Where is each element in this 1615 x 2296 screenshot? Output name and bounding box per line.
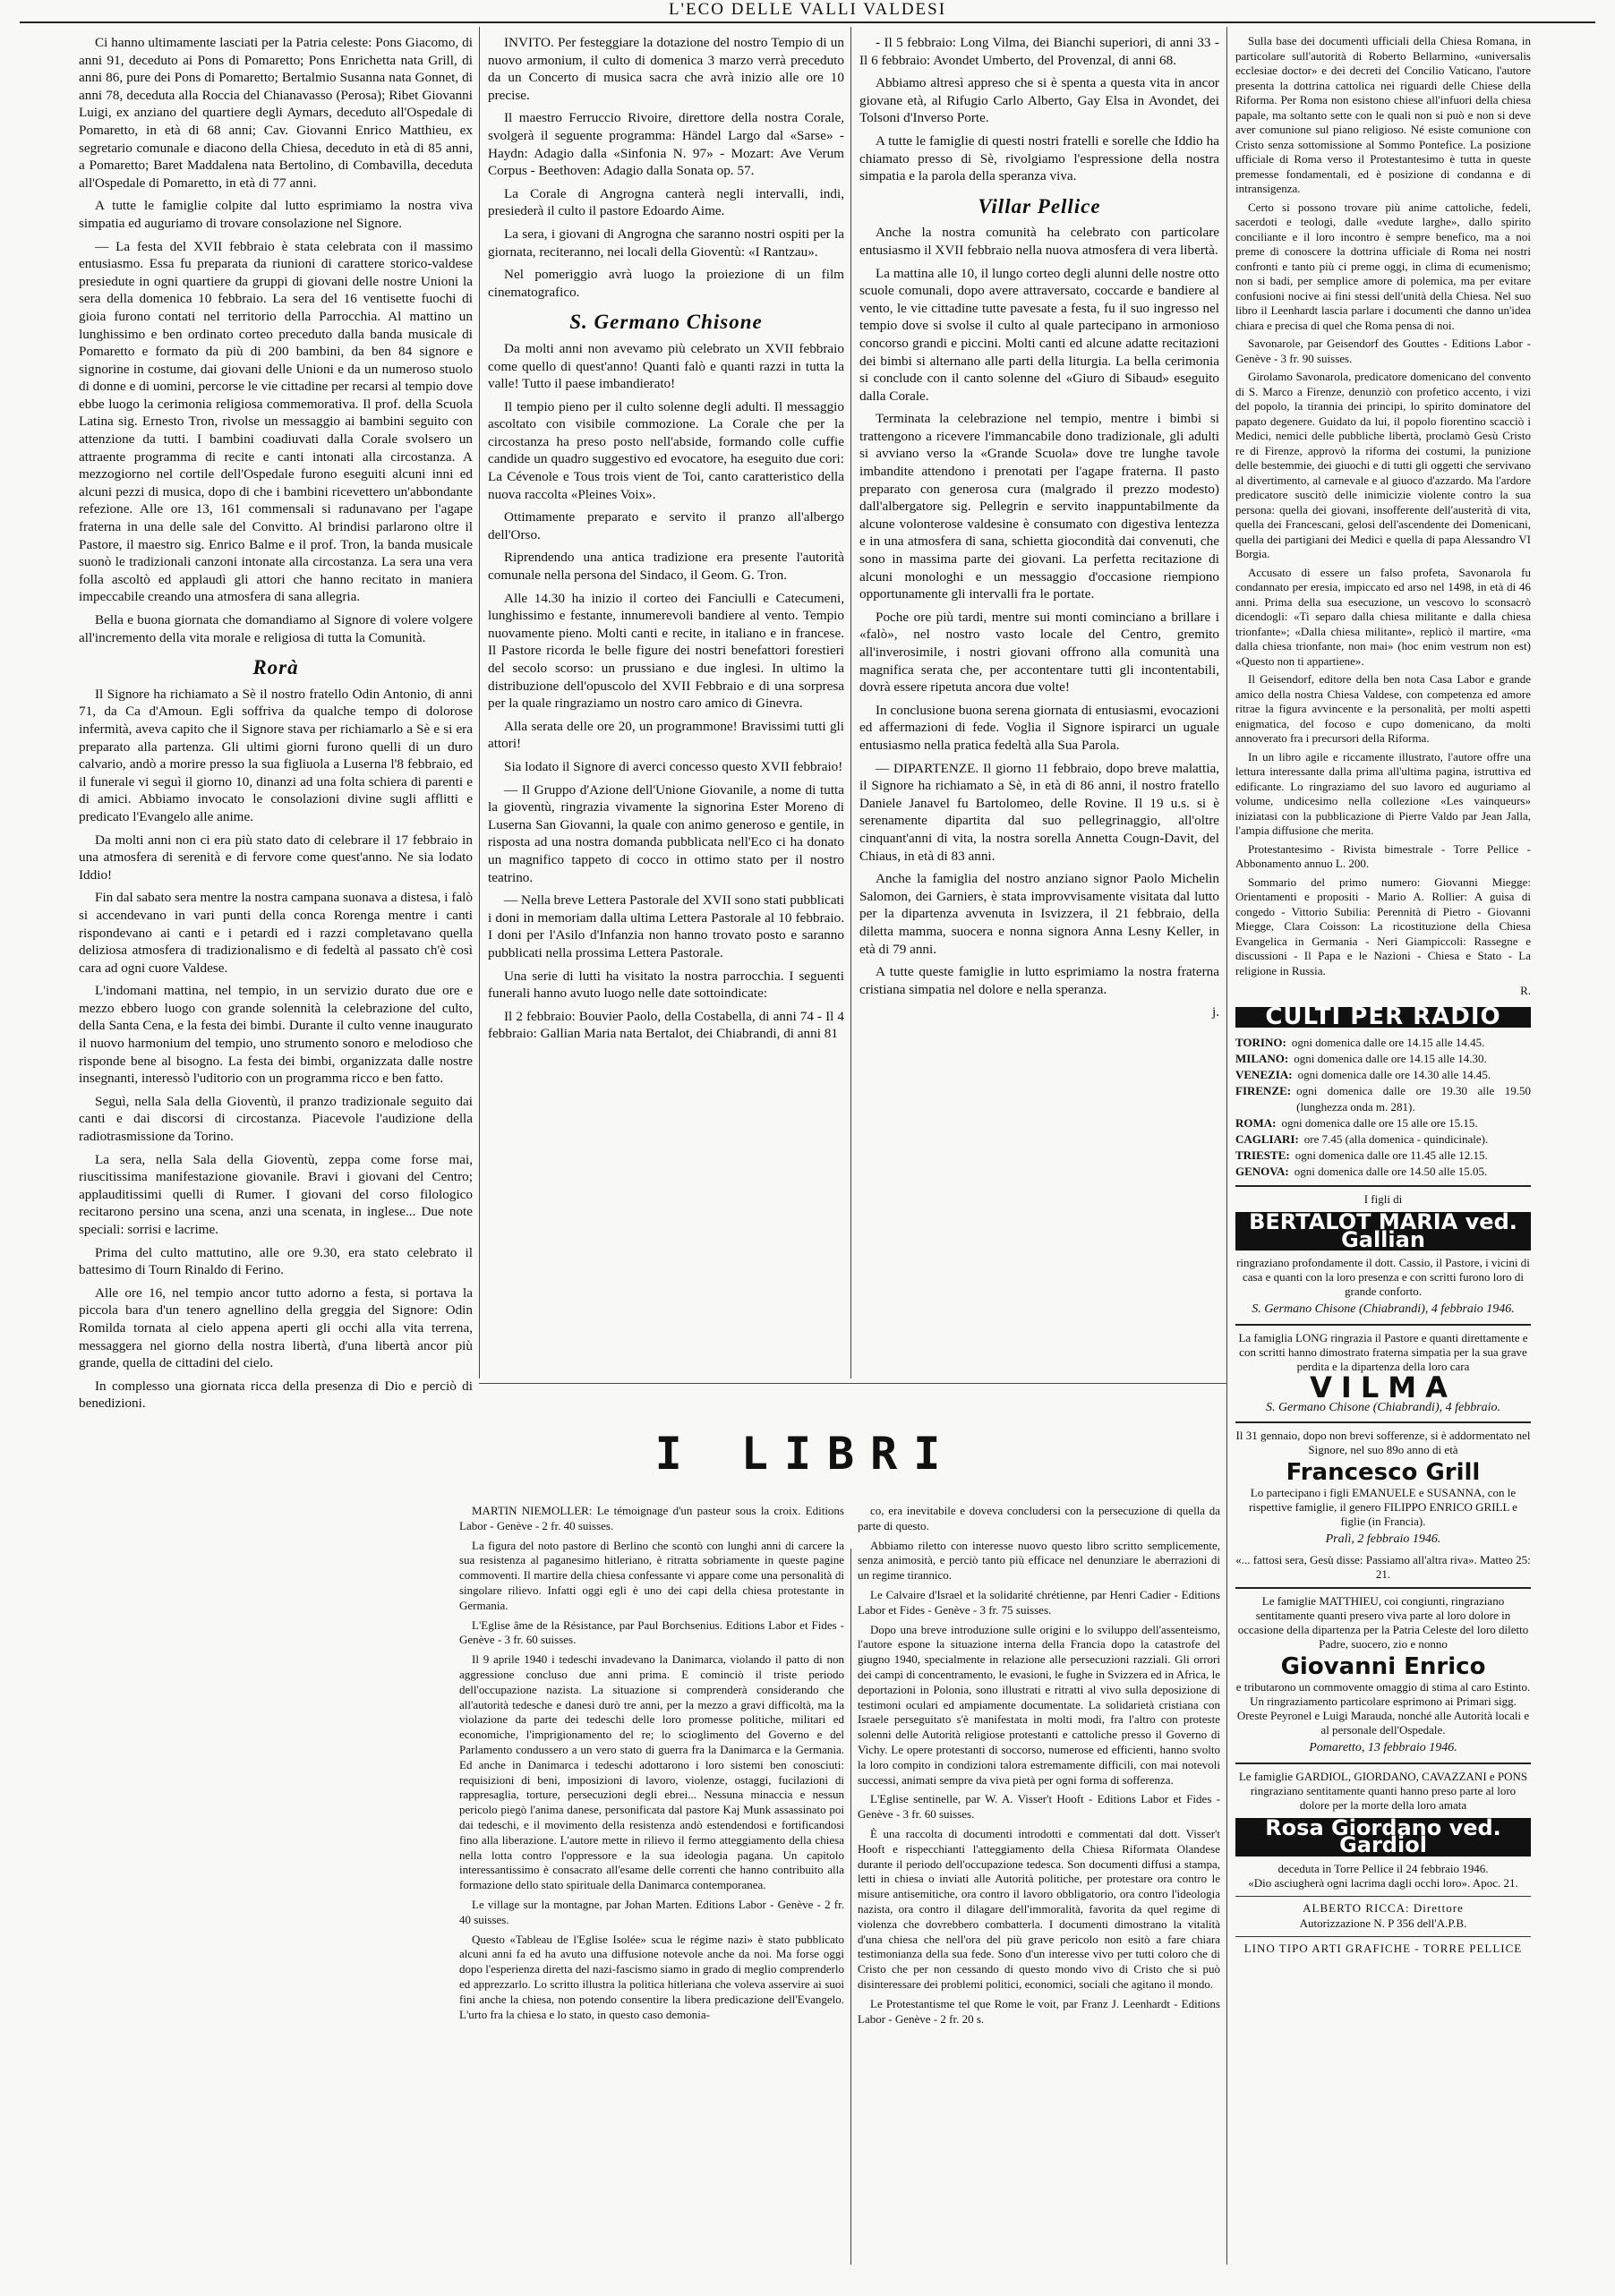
review-paragraph: Protestantesimo - Rivista bimestrale - Torre Pellice - Abbonamento annuo L. 200. — [1235, 841, 1531, 870]
notice-text: Le famiglie GARDIOL, GIORDANO, CAVAZZANI e PONS ringraziano sentitamente quanti hanno preso parte al loro dolore per la morte della loro amata — [1238, 1769, 1528, 1812]
libri-divider — [850, 1549, 851, 2265]
book-review-paragraph: Il 9 aprile 1940 i tedeschi invadevano la Danimarca, violando il patto di non aggressione concluso due anni prima. E cominciò il triste periodo dell'occupazione nazista. La situazione si comprenderà considerando che all'autorità tedesche e danesi durò tre anni, per la mezzo a gravi difficoltà, ma la violazione da parte dei tedeschi delle loro promesse politiche, militari ed economiche, l'imprigionamento del re; lo scioglimento del Governo e del Parlamento condussero a un vero stato di guerra fra la Danimarca e la Germania. Ed anche in Danimarca i tedeschi adottarono i loro sistemi ben conosciuti: requisizioni di beni, imposizioni di lavoro, violenze, ostaggi, fucilazioni di rappresaglia, torture, persecuzioni degli ebrei... Nessuna minaccia e nessun pericolo piegò l'anima danese, personificata dal pastore Kaj Munk assassinato poi dai tedeschi, e il movimento della resistenza andò estendendosi e fortificandosi fino alla liberazione. L'autore mette in rilievo il fermo atteggiamento della chiesa nella lotta contro l'oppressore e la sua ideologia pagana. Un capitolo interessantissimo è consacrato all'esame delle correnti che hanno contribuito alla formazione dello stato spirituale della Danimarca contemporanea. — [459, 1652, 844, 1892]
radio-time: ogni domenica dalle ore 14.15 alle 14.45. — [1291, 1036, 1485, 1050]
article-paragraph: Fin dal sabato sera mentre la nostra campana suonava a distesa, i falò si accendevano in vari punti della conca Rorenga mentre i canti rispondevano ai canti e i petardi ed i razzi completavano quella deliziosa atmosfera di tradizionalismo e di fedeltà al passato ch'è così cara ad ogni cuore Valdese. — [79, 890, 473, 976]
article-paragraph: — La festa del XVII febbraio è stata celebrata con il massimo entusiasmo. Essa fu preparata da riunioni di carattere storico-valdese presiedute in ogni quartiere da gruppi di giovani delle nostre Unioni la sera della domenica 10 febbraio. La sera del 16 ventisette fuochi di gioia furono contati nel territorio della Parrocchia. Al mattino un lunghissimo e ben ordinato corteo preceduto dalla banda musicale di Pomaretto e formato da più di 200 bambini, da ben 84 signore e signorine in costume, dai giovani delle Unioni e da un numeroso stuolo di donne e di uomini, percorse le vie cittadine per recarsi al tempio dove ebbe luogo la cerimonia religiosa commemorativa. Il prof. della Scuola Latina sig. Ernesto Tron, rivolse un messaggio ai bambini seguito con attenzione da tutti. I bambini coadiuvati dalla Corale svolsero un attraente programma di recite e canti intonati alla circostanza. A mezzogiorno nel cortile dell'Ospedale furono eseguiti alcuni inni ed alcuni pezzi di musica, dopo di che i bambini ricevettero un'abbondante refezione. Alle ore 13, 161 commensali si radunavano per l'agape fraterna in una delle sale del Convitto. Al brindisi parlarono oltre il Pastore, il maestro sig. Enrico Balme e il prof. Tron, la banda musicale suonò le tradizionali canzoni intonate alla circostanza. La sera una vera folla ascoltò ed applaudì gli attori che hanno recitato in maniera impeccabile creando una atmosfera di sana allegria. — [79, 238, 473, 605]
book-review-paragraph: Le Calvaire d'Israel et la solidarité chrétienne, par Henri Cadier - Editions Labor et Fides - Genève - 3 fr. 75 suisses. — [858, 1587, 1220, 1617]
signature: j. — [1211, 1004, 1219, 1020]
review-paragraph: Il Geisendorf, editore della ben nota Casa Labor e grande amico della nostra Chiesa Valdese, con competenza ed amore ritrae la figura avvincente e la personalità, per molti aspetti enigmatica, del focoso e cupo domenicano, da molti annoverato fra i precursori della Riforma. — [1235, 672, 1531, 745]
radio-city: MILANO: — [1235, 1052, 1289, 1066]
authorization-line: Autorizzazione N. P 356 dell'A.P.B. — [1299, 1916, 1467, 1931]
review-paragraph: Sulla base dei documenti ufficiali della Chiesa Romana, in particolare sull'autorità di Roberto Bellarmino, «universalis ecclesiae doctor» e dei decreti del Concilio Vaticano, l'autore presenta la dottrina cattolica nei riguardi delle Chiese della Riforma. Per Roma non esistono chiese all'infuori della chiesa papale, ma soltanto sette con le quali non si può e non si deve aver comunione sul piano religioso. Né esiste comunione con Cristo senza sottomissione al Sommo Pontefice. La posizione ufficiale di Roma verso il Protestantesimo è tutta in queste premesse fondamentali, ed è posizione di condanna e di intransigenza. — [1235, 34, 1531, 195]
article-paragraph: L'indomani mattina, nel tempio, in un servizio durato due ore e mezzo ebbero luogo con grande solennità la celebrazione del culto, della Santa Cena, e la festa dei bimbi. Durante il culto venne inaugurato il nuovo harmonium del tempio, uno strumento sonoro e melodioso che risponde bene al bisogno. La festa dei bimbi, organizzata dalle nostre insegnanti, interessò l'uditorio con un programma ricco e ben fatto. — [79, 983, 473, 1087]
article-paragraph: Una serie di lutti ha visitato la nostra parrocchia. I seguenti funerali hanno avuto luogo nelle date sottoindicate: — [488, 968, 844, 1002]
notice-name-giordano: Rosa Giordano ved. Gardiol — [1235, 1818, 1531, 1856]
column-divider — [1226, 27, 1227, 2265]
top-rule — [20, 21, 1595, 23]
book-review-paragraph: MARTIN NIEMOLLER: Le témoignage d'un pasteur sous la croix. Editions Labor - Genève - 2 fr. 40 suisses. — [459, 1504, 844, 1532]
notice-name-grill: Francesco Grill — [1286, 1459, 1481, 1487]
libri-column-a — [459, 1504, 844, 2265]
article-paragraph: Riprendendo una antica tradizione era presente l'autorità comunale nella persona del Sindaco, il Geom. G. Tron. — [488, 550, 844, 584]
article-paragraph: In complesso una giornata ricca della presenza di Dio e perciò di benedizioni. — [79, 1378, 473, 1412]
notice-text: La famiglia LONG ringrazia il Pastore e quanti direttamente e con scritti hanno dimostrato fraterna simpatia per la sua grave perdita e la dipartenza della loro cara — [1238, 1330, 1528, 1373]
radio-city: GENOVA: — [1235, 1165, 1289, 1179]
article-paragraph: Alle ore 16, nel tempio ancor tutto adorno a festa, si portava la piccola bara d'un tenero agnellino della greggia del Signore: Odin Romilda tornata al cielo appena aperti gli occhi alla vita terrena, messaggera nel giorno della nostra libertà, d'una libertà ancor più grande, quella de cittadini del cielo. — [79, 1285, 473, 1371]
notice-text: Lo partecipano i figli EMANUELE e SUSANNA, con le rispettive famiglie, il genero FILIPPO ENRICO GRILL e figlie (in Francia). — [1249, 1485, 1517, 1528]
review-paragraph: Sommario del primo numero: Giovanni Miegge: Orientamenti e propositi - Mario A. Rollier: A guisa di congedo - Vittorio Subilia: Perennità di Pietro - Giovanni Miegge, Clara Coisson: La ricostituzione della Chiesa Evangelica in Germania - Neri Giampiccoli: Rassegne e discussioni - Il Papa e le Nazioni - Chiesa e Stato - La religione in Russia. — [1235, 875, 1531, 977]
article-paragraph: La sera, nella Sala della Gioventù, zeppa come forse mai, riuscitissima manifestazione giovanile. Bravi i giovani del Centro; applauditissimi quelli di Rumer. I giovani del corso filologico recitarono persino una scena, anzi una scenata, in inglese... Due note speciali: sorrisi e lacrime. — [79, 1151, 473, 1237]
article-paragraph: Il tempio pieno per il culto solenne degli adulti. Il messaggio ascoltato con visibile commozione. La Corale che per la circostanza ha preso posto nell'abside, formando colle cuffie candide un quadro suggestivo ed evocatore, ha eseguito due cori: La Cévenole e Tous trois vient de Toi, canto caratteristico della nuova raccolta «Pleines Voix». — [488, 398, 844, 502]
radio-city: ROMA: — [1235, 1116, 1277, 1131]
director-line: ALBERTO RICCA: Direttore — [1235, 1896, 1531, 1917]
column-4 — [1235, 34, 1531, 2263]
masthead: L'ECO DELLE VALLI VALDESI — [668, 0, 947, 19]
book-review-paragraph: L'Eglise âme de la Résistance, par Paul Borchsenius. Editions Labor et Fides - Genève - 3 fr. 60 suisses. — [459, 1617, 844, 1647]
article-paragraph: La sera, i giovani di Angrogna che saranno nostri ospiti per la giornata, reciteranno, nei locali della Gioventù: «I Rantzau». — [488, 226, 844, 260]
notice-verse: «... fattosi sera, Gesù disse: Passiamo all'altra riva». Matteo 25: 21. — [1235, 1553, 1531, 1582]
review-paragraph: Accusato di essere un falso profeta, Savonarola fu condannato per eresia, impiccato ed arso nel 1498, in età di 46 anni. Prima della sua esecuzione, un vescovo lo sconsacrò dicendogli: «Ti separo dalla chiesa militante e dalla chiesa trionfante»; «Dalla chiesa militante», replicò il martire, «ma dalla chiesa trionfante, non mai» (hoc enim vestrum non est) «Questo non ti appartiene». — [1235, 565, 1531, 668]
article-paragraph: In conclusione buona serena giornata di entusiasmi, evocazioni ed affermazioni di fede. Voglia il Signore ispirarci un uguale entusiasmo nella pratica fedeltà alla Sua Parola. — [859, 702, 1219, 753]
notice-place: S. Germano Chisone (Chiabrandi), 4 febbraio. — [1265, 1400, 1501, 1414]
review-paragraph: Savonarole, par Geisendorf des Gouttes - Editions Labor - Genève - 3 fr. 90 suisses. — [1235, 337, 1531, 365]
book-review-paragraph: co, era inevitabile e doveva concludersi con la persecuzione di quella da parte di questo. — [858, 1504, 1220, 1532]
notice-verse: «Dio asciugherà ogni lacrima dagli occhi loro». Apoc. 21. — [1248, 1875, 1518, 1890]
article-paragraph: Sia lodato il Signore di averci concesso questo XVII febbraio! — [504, 758, 843, 774]
radio-time: ore 7.45 (alla domenica - quindicinale). — [1303, 1132, 1489, 1147]
radio-city: VENEZIA: — [1235, 1068, 1293, 1082]
section-heading-rora: Rorà — [252, 656, 299, 679]
radio-schedule-row — [1235, 1035, 1531, 1051]
notice-divider — [1235, 1421, 1531, 1423]
article-paragraph: — Il Gruppo d'Azione dell'Unione Giovanile, a nome di tutta la gioventù, ringrazia vivamente la signorina Ester Moreno di Lusernа San Giovanni, la quale con animo generoso e gentile, in risposta ad una nostra domanda pubblicata nell'Eco ci ha donato un magnifico tappeto di cocco in ottimo stato per il nostro teatrino. — [488, 781, 844, 885]
article-paragraph: A tutte le famiglie colpite dal lutto esprimiamo la nostra viva simpatia ed auguriamo di trovare consolazione nel Signore. — [79, 198, 473, 231]
notice-divider — [1235, 1587, 1531, 1589]
radio-schedule-row — [1235, 1051, 1531, 1067]
column-2 — [488, 34, 844, 1377]
article-paragraph: La mattina alle 10, il lungo corteo degli alunni delle nostre otto scuole comunali, dopo avere attraversato, coccarde e bandiere al vento, le vie cittadine tutte pavesate a festa, fu il suo ingresso nel tempio dove si svolse il culto al quale partecipano in armonioso concorso grandi e piccini. Molti canti ed alcune adatte recitazioni dei bimbi si alternano alle parti della liturgia. La bella cerimonia si conclude con il canto solenne del «Giuro di Sibaud» eseguito dalla Corale. — [859, 265, 1219, 404]
book-review-paragraph: L'Eglise sentinelle, par W. A. Visser't Hooft - Editions Labor et Fides - Genève - 3 fr. 60 suisses. — [858, 1792, 1220, 1822]
radio-schedule-row — [1235, 1148, 1531, 1164]
column-divider — [850, 27, 851, 1378]
article-paragraph: Ottimamente preparato e servito il pranzo all'albergo dell'Orso. — [488, 509, 844, 542]
article-paragraph: A tutte queste famiglie in lutto esprimiamo la nostra fraterna cristiana simpatia nel dolore e nella speranza. — [859, 964, 1219, 997]
article-paragraph: Anche la nostra comunità ha celebrato con particolare entusiasmo il XVII febbraio nella nuova atmosfera di vera libertà. — [859, 225, 1219, 258]
libri-column-b — [858, 1504, 1220, 2265]
article-paragraph: Prima del culto mattutino, alle ore 9.30, era stato celebrato il battesimo di Tourn Rinaldo di Ferino. — [79, 1244, 473, 1278]
notice-name-vilma: VILMA — [1310, 1370, 1457, 1404]
notice-text: deceduta in Torre Pellice il 24 febbraio 1946. — [1277, 1861, 1489, 1875]
notice-text: ringraziano profondamente il dott. Cassio, il Pastore, i vicini di casa e quanti con la loro presenza e con scritti furono loro di grande conforto. — [1236, 1256, 1530, 1299]
article-paragraph: A tutte le famiglie di questi nostri fratelli e sorelle che Iddio ha chiamato presso di Sè, rivolgiamo l'espressione della nostra simpatia e la parola della speranza viva. — [859, 132, 1219, 184]
article-paragraph: Abbiamo altresì appreso che si è spenta a questa vita in ancor giovane età, al Rifugio Carlo Alberto, Gay Elsa in Avondet, dei Tolsoni d'Inverso Porte. — [859, 75, 1219, 126]
radio-time: ogni domenica dalle ore 14.30 alle 14.45. — [1297, 1068, 1491, 1082]
article-paragraph: Nel pomeriggio avrà luogo la proiezione di un film cinematografico. — [488, 267, 844, 300]
notice-intro: I figli di — [1363, 1192, 1403, 1207]
article-paragraph: - Il 5 febbraio: Long Vilma, dei Bianchi superiori, di anni 33 - Il 6 febbraio: Avondet Umberto, del Provenzal, di anni 68. — [859, 35, 1219, 68]
notice-place: S. Germano Chisone (Chiabrandi), 4 febbraio 1946. — [1252, 1302, 1515, 1317]
article-paragraph: Alle 14.30 ha inizio il corteo dei Fanciulli e Catecumeni, lunghissimo e festante, innumerevoli bandiere al vento. Tempio nuovamente pieno. Molti canti e recite, in italiano e in francese. Il Pastore ricorda le belle figure dei nostri benefattori forestieri del secolo scorso: un prussiano e due inglesi. In ultimo la distribuzione dell'opuscolo del XVII Febbraio e di una sorpresa per la quale ringraziamo un nostro caro amico di Ginevra. — [488, 590, 844, 712]
notice-divider — [1235, 1324, 1531, 1326]
article-paragraph: La Corale di Angrogna canterà negli intervalli, indi, presiederà il culto il pastore Edoardo Aime. — [488, 185, 844, 219]
book-review-paragraph: Abbiamo riletto con interesse nuovo questo libro scritto semplicemente, senza animosità, e perciò tanto più efficace nel denunziare le aberrazioni di un regime tirannico. — [858, 1538, 1220, 1583]
column-divider — [479, 27, 480, 1378]
article-paragraph: Ci hanno ultimamente lasciati per la Patria celeste: Pons Giacomo, di anni 91, deceduto ai Pons di Pomaretto; Pons Enrichetta nata Grill, di anni 86, pure dei Pons di Pomaretto; Bertalmio Susanna nata Gonnet, di anni 78, deceduta alla Roccia del Chianavasso (Perosa); Ribet Giovanni Luigi, ex anziano del quartiere degli Aymars, deceduto all'Ospedale di Pomaretto, in età di 68 anni; Cav. Giovanni Enrico Matthieu, ex segretario comunale e diacono della Chiesa, deceduto in età di 85 anni, a Pomaretto; Baret Maddalena nata Bertolino, di Combavilla, deceduta all'Ospedale di Pomaretto, in età di 77 anni. — [79, 35, 473, 191]
radio-schedule-row — [1235, 1083, 1531, 1115]
book-review-paragraph: La figura del noto pastore di Berlino che scontò con lunghi anni di carcere la sua resistenza al paganesimo hitleriano, è ritratta sobriamente in queste pagine commoventi. Il martire della chiesa confessante vi appare come una personalità di singolare rilievo. Infatti oggi egli è uno dei capi della chiesa protestante in Germania. — [459, 1538, 844, 1612]
signature: R. — [1520, 984, 1531, 997]
radio-time: ogni domenica dalle ore 19.30 alle 19.50 (lunghezza onda m. 281). — [1296, 1084, 1531, 1114]
notice-text: e tributarono un commovente omaggio di stima al caro Estinto. Un ringraziamento particolare esprimono ai Primari sigg. Oreste Peyronel e Luigi Marauda, nonché alle Autorità locali e al personale dell'Ospedale. — [1235, 1679, 1531, 1737]
article-paragraph: Bella e buona giornata che domandiamo al Signore di volere volgere all'incremento della vita morale e religiosa di tutta la Comunità. — [79, 612, 473, 645]
notice-text: Il 31 gennaio, dopo non brevi sofferenze, si è addormentato nel Signore, nel suo 89o anno di età — [1235, 1429, 1531, 1457]
radio-time: ogni domenica dalle ore 15 alle ore 15.15. — [1281, 1116, 1478, 1131]
column-1 — [79, 34, 473, 2263]
notice-place: Pomaretto, 13 febbraio 1946. — [1309, 1740, 1457, 1754]
article-paragraph: Seguì, nella Sala della Gioventù, il pranzo tradizionale seguito dai canti e dai discorsi di circostanza. Piacevole l'audizione della radiotrasmissione da Torino. — [79, 1093, 473, 1145]
libri-rule — [479, 1383, 1226, 1384]
section-heading-san-germano: S. Germano Chisone — [569, 311, 763, 334]
article-paragraph: Da molti anni non ci era più stato dato di celebrare il 17 febbraio in una atmosfera di serenità e di fervore come quest'anno. Ne sia lodato Iddio! — [79, 832, 473, 883]
article-paragraph: Poche ore più tardi, mentre sui monti cominciano a brillare i «falò», nel nostro vasto locale del Centro, gremito all'inverosimile, i nostri giovani offrono alla comunità una magnifica serata che, per accontentare tutti gli incontentabili, dovrà essere ripetuta ancora due volte! — [859, 609, 1219, 696]
section-heading-villar-pellice: Villar Pellice — [978, 194, 1101, 218]
article-paragraph: Il Signore ha richiamato a Sè il nostro fratello Odin Antonio, di anni 71, da Ca d'Amoun. Egli soffriva da qualche tempo di dolorose infermità, aveva capito che il Signore stava per richiamarlo a Sè e si era preparato alla partenza. Gli ultimi giorni furono quelli di un duro calvario, andò a morire presso la sua figliuola a Luserna l'8 febbraio, ed il funerale vi seguì il giorno 10, dinanzi ad una folta schiera di parenti e di amici. Abbiamo invocato le consolazioni divine sugli afflitti e predicato l'Evangelo alle anime. — [79, 686, 473, 824]
article-paragraph: Da molti anni non avevamo più celebrato un XVII febbraio come quello di quest'anno! Quanti falò e quanti razzi in tutta la valle! Tutto il paese imbandierato! — [488, 340, 844, 392]
radio-city: TRIESTE: — [1235, 1148, 1290, 1163]
article-paragraph: Anche la famiglia del nostro anziano signor Paolo Michelin Salomon, dei Garniers, è stata improvvisamente visitata dal lutto per la dipartenza avvenuta in Isvizzera, il 21 febbraio, della diletta mamma, suocera e nonna signora Anna Lesny Keller, in età di 79 anni. — [859, 871, 1219, 957]
radio-city: CAGLIARI: — [1235, 1132, 1299, 1147]
notice-text: Le famiglie MATTHIEU, coi congiunti, ringraziano sentitamente quanti presero viva parte al loro dolore in occasione della dipartenza per la Patria Celeste del loro diletto Padre, suocero, zio e nonno — [1237, 1594, 1529, 1652]
notice-divider — [1235, 1763, 1531, 1764]
book-review-paragraph: È una raccolta di documenti introdotti e commentati dal dott. Visser't Hooft e rispecchianti l'atteggiamento della Chiesa Riformata Olandese durante il periodo dell'occupazione tedesca. Son documenti diffusi a stampa, letti in chiesa o inviati alle Autorità politiche, per protestare ora contro le misure antisemitiche, ora contro il lavoro obbligatorio, ora contro l'ideologia nazista, ora contro il dilagare dell'immoralità, favorita da quel regime di violenza che dovrebbero combatterla. I documenti dimostrano la vitalità d'una chiesa che nell'ora del più grave pericolo non esitò a fare chiara testimonianza della sua fede. Sono d'un interesse vivo per tutti coloro che di Cristo che per non cessando di questo mondo vivo di Cristo che si può disinteressare dei problemi politici, economici, sociali che agitano il mondo. — [858, 1826, 1220, 1991]
book-review-paragraph: Dopo una breve introduzione sulle origini e lo sviluppo dell'assenteismo, l'autore espone la situazione interna della Francia dopo la catastrofe del giugno 1940, specialmente in relazione alle persecuzioni razziali. Gli orrori dei campi di concentramento, le evasioni, le fughe in Svizzera ed in Africa, le deportazioni in Polonia, sono illustrati e ritratti al vivo sulla deposizione di testimoni oculari ed ampiamente documentate. La solidarietà cristiana con Israele perseguitato s'è manifestata in molti modi, fra l'altro con proteste solenni delle Autorità religiose protestanti e cattoliche presso il Governo di Vichy. Le opere protestanti di soccorso, numerose ed efficienti, hanno svolto la loro compito in condizioni talora estremamente difficili, con mai notevoli successi, animati sempre da viva pietà per ogni forma di sofferenza. — [858, 1622, 1220, 1787]
article-paragraph: Alla serata delle ore 20, un programmone! Bravissimi tutti gli attori! — [488, 718, 844, 752]
radio-schedule-row — [1235, 1067, 1531, 1083]
radio-time: ogni domenica dalle ore 11.45 alle 12.15. — [1295, 1148, 1488, 1163]
libri-title: I LIBRI — [654, 1428, 957, 1480]
review-paragraph: Certo si possono trovare più anime cattoliche, fedeli, sacerdoti e teologi, dalle «vedute larghe», dallo spirito conciliante e il loro incontro è sempre benefico, ma a noi preme di conoscere la dottrina ufficiale di Roma nei nostri confronti e tanto più ci preme oggi, in clima di ecumenismo; non si badi, per semplice amore di polemica, ma per evitare confusioni nocive ai fini stessi dell'unità della Chiesa. Nel suo libro il Leenhardt lascia parlare i documenti che danno un'idea chiara e precisa di quel che Roma pensa di noi. — [1235, 200, 1531, 332]
notice-name-bertalot: BERTALOT MARIA ved. Gallian — [1235, 1212, 1531, 1250]
article-paragraph: Terminata la celebrazione nel tempio, mentre i bimbi si trattengono a ricevere l'immancabile dono tradizionale, gli adulti si avviano verso la «Grande Scuola» dove tre lunghe tavole imbandite attendono i prenotati per l'agape fraterna. Il pasto preparato con generosa cura (malgrado il prezzo modesto) dall'albergatore sig. Pellegrin e servito inappuntabilmente da alcune volonterose valdesine è consumato con digestiva lentezza e in una atmosfera di sana, schietta giocondità dai convenuti, che sono in massima parte dei giovani. La perfetta recitazione di alcuni monologhi e un messaggio d'occasione riempiono opportunamente gli intervalli fra le portate. — [859, 411, 1219, 602]
culti-title: CULTI PER RADIO — [1235, 1007, 1531, 1029]
printer-line: LINO TIPO ARTI GRAFICHE - TORRE PELLICE — [1235, 1936, 1531, 1958]
radio-schedule-row — [1235, 1115, 1531, 1131]
radio-time: ogni domenica dalle ore 14.50 alle 15.05. — [1294, 1165, 1488, 1179]
notice-divider — [1235, 1185, 1531, 1187]
column-3 — [859, 34, 1219, 1377]
book-review-paragraph: Le Protestantisme tel que Rome le voit, par Franz J. Leenhardt - Editions Labor - Genève - 2 fr. 20 s. — [858, 1996, 1220, 2026]
article-paragraph: Il 2 febbraio: Bouvier Paolo, della Costabella, di anni 74 - Il 4 febbraio: Gallian Maria nata Bertalot, dei Chiabrandi, di anni 81 — [488, 1008, 844, 1042]
article-paragraph: — Nella breve Lettera Pastorale del XVII sono stati pubblicati i doni in memoriam dalla ultima Lettera Pastorale al 10 febbraio. I doni per l'Asilo d'Infanzia non hanno trovato posto e saranno pubblicati nella prossima Lettera Pastorale. — [488, 892, 844, 960]
book-review-paragraph: Le village sur la montagne, par Johan Marten. Editions Labor - Genève - 2 fr. 40 suisses. — [459, 1897, 844, 1926]
article-paragraph: — DIPARTENZE. Il giorno 11 febbraio, dopo breve malattia, il Signore ha richiamato a Sè, in età di 86 anni, il nostro fratello Daniele Janavel fu Bartolomeo, delle Rovine. Il 19 u.s. si è serenamente dipartita dal suo pellegrinaggio, all'oltre cinquant'anni di vita, la nostra sorella Annetta Cougn-Davit, del Chiaus, in età di 83 anni. — [859, 760, 1219, 864]
book-review-paragraph: Questo «Tableau de l'Eglise Isolée» scua le régime nazi» è stato pubblicato alcuni anni fa ed ha avuto una diffusione notevole anche da noi. Ma forse oggi dopo l'esperienza diretta del nazi-fascismo siamo in grado di meglio comprenderlo ed apprezzarlo. Lo scritto illustra la politica hitleriana che voleva asservire ai suoi fini anche la chiesa, non potendo consentire la libera predicazione dell'Evangelo. L'urto fra la chiesa e lo stato, in questo caso demonia- — [459, 1932, 844, 2021]
radio-city: TORINO: — [1235, 1036, 1286, 1050]
radio-schedule-row — [1235, 1131, 1531, 1148]
review-paragraph: Girolamo Savonarola, predicatore domenicano del convento di S. Marco a Firenze, denunziò con profetico accento, i vizi del popolo, la tirannia dei principi, lo spirito dominatore del papato degenere. Guidato da lui, il popolo fiorentino scacciò i Medici, nemici delle pubbliche libertà, proclamò Gesù Cristo re di Firenze, approvò la riforma dei costumi, la punizione delle bestemmie, dei giuochi e di tutti gli oggetti che servivano al divertimento, al carnevale e al giuoco d'azzardo. Ma l'ardore predicatore suscitò delle inimicizie violente contro la sua persona: quella dei giovani, insofferente dell'austerità di vita, quella dei Francescani, gelosi dell'ascendente dei Domenicani, quella dei partigiani dei Medici e quella di papa Alessandro VI Borgia. — [1235, 370, 1531, 560]
notice-name-matthieu: Giovanni Enrico — [1280, 1653, 1486, 1681]
radio-schedule-row — [1235, 1164, 1531, 1180]
radio-city: FIRENZE: — [1235, 1084, 1292, 1098]
radio-time: ogni domenica dalle ore 14.15 alle 14.30. — [1294, 1052, 1487, 1066]
article-paragraph: INVITO. Per festeggiare la dotazione del nostro Tempio di un nuovo armonium, il culto di domenica 3 marzo verrà preceduto da un Concerto di musica sacra che avrà inizio alle ore 10 precise. — [488, 35, 844, 103]
article-paragraph: Il maestro Ferruccio Rivoire, direttore della nostra Corale, svolgerà il seguente programma: Händel Largo dal «Sarse» - Haydn: Adagio dalla «Sinfonia N. 97» - Mozart: Ave Verum Corpus - Beethoven: Adagio dalla Sonata op. 57. — [488, 110, 844, 179]
notice-place: Pralì, 2 febbraio 1946. — [1325, 1532, 1441, 1546]
review-paragraph: In un libro agile e riccamente illustrato, l'autore offre una lettura interessante dalla prima all'ultima pagina, istruttiva ed edificante. Lo ringraziamo del suo lavoro ed auguriamo al volume, undicesimo nella collezione «Les vainqueurs» iniziatasi con la pubblicazione di Pierre Valdo par Jean Jalla, l'ampia diffusione che merita. — [1235, 749, 1531, 837]
